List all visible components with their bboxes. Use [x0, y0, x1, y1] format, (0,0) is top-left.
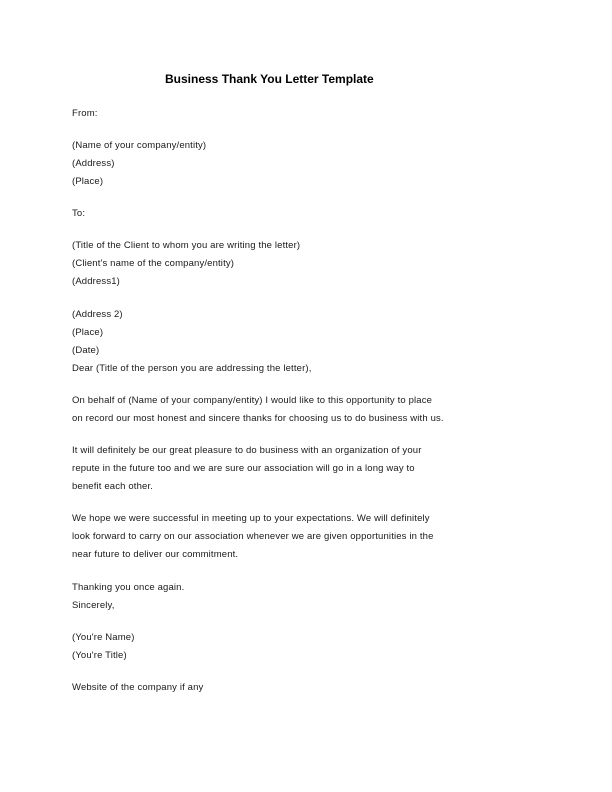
address2: (Address 2)	[72, 309, 123, 320]
to-address1: (Address1)	[72, 276, 120, 287]
body-p2-line1: It will definitely be our great pleasure to do business with an organization of your	[72, 445, 422, 456]
company-website: Website of the company if any	[72, 682, 204, 693]
body-p1-line2: on record our most honest and sincere thanks for choosing us to do business with us.	[72, 413, 444, 424]
from-company: (Name of your company/entity)	[72, 140, 207, 151]
document-title: Business Thank You Letter Template	[165, 72, 374, 86]
body-p2-line2: repute in the future too and we are sure our association will go in a long way to	[72, 463, 415, 474]
signature-name: (You're Name)	[72, 632, 135, 643]
body-p1-line1: On behalf of (Name of your company/entity) I would like to this opportunity to place	[72, 395, 433, 406]
place: (Place)	[72, 327, 104, 338]
to-label: To:	[72, 208, 86, 219]
body-p3-line2: look forward to carry on our association whenever we are given opportunities in the	[72, 531, 434, 542]
date: (Date)	[72, 345, 100, 356]
from-address: (Address)	[72, 158, 115, 169]
salutation: Dear (Title of the person you are addressing the letter),	[72, 363, 312, 374]
body-p2-line3: benefit each other.	[72, 481, 154, 492]
from-label: From:	[72, 108, 98, 119]
from-place: (Place)	[72, 176, 104, 187]
to-client-title: (Title of the Client to whom you are writing the letter)	[72, 240, 301, 251]
body-p3-line3: near future to deliver our commitment.	[72, 549, 239, 560]
body-p3-line1: We hope we were successful in meeting up to your expectations. We will definitely	[72, 513, 430, 524]
signature-title: (You're Title)	[72, 650, 127, 661]
closing-sincerely: Sincerely,	[72, 600, 115, 611]
closing-thanks: Thanking you once again.	[72, 582, 185, 593]
to-client-company: (Client's name of the company/entity)	[72, 258, 235, 269]
